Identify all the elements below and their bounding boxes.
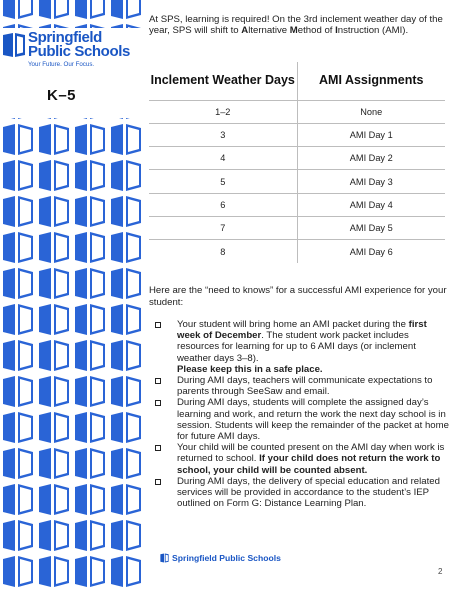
ami-assignment-cell: AMI Day 4 — [297, 193, 445, 216]
list-item: Your child will be counted present on the AMI day when work is returned to school. If your child does not return the work to school, your child will be counted absent. — [149, 442, 449, 476]
page-number: 2 — [438, 567, 443, 576]
weather-days-cell: 1–2 — [149, 100, 297, 123]
pattern-top — [0, 0, 142, 30]
checkbox-bullet-icon — [155, 378, 161, 384]
table-row — [149, 100, 445, 123]
weather-days-cell: 6 — [149, 193, 297, 216]
weather-days-cell: 8 — [149, 240, 297, 263]
ami-schedule-table — [149, 62, 445, 263]
weather-days-cell: 4 — [149, 147, 297, 170]
table-row — [149, 170, 445, 193]
footer-brand: Springfield Public Schools — [172, 553, 281, 563]
list-item: During AMI days, students will complete the assigned day’s learning and work, and return the work the next day school is in session. Students will keep the remainder of the packet at home for future AMI days. — [149, 397, 449, 442]
ami-assignment-cell: AMI Day 2 — [297, 147, 445, 170]
table-row — [149, 147, 445, 170]
ami-assignment-cell: None — [297, 100, 445, 123]
intro-paragraph: At SPS, learning is required! On the 3rd inclement weather day of the year, SPS will shift to Alternative Method of Instruction (AMI). — [149, 14, 443, 37]
ami-assignment-cell: AMI Day 5 — [297, 216, 445, 239]
brand-tagline: Your Future. Our Focus. — [28, 61, 95, 68]
list-item: During AMI days, the delivery of special education and related services will be provided in accordance to the student’s IEP outlined on Form G: Distance Learning Plan. — [149, 476, 449, 510]
checkbox-bullet-icon — [155, 322, 161, 328]
header-ami-assignments: AMI Assignments — [297, 62, 445, 100]
table-header-row — [149, 62, 445, 100]
table-row — [149, 216, 445, 239]
brand-name-line1: Springfield — [28, 29, 102, 46]
table-row — [149, 123, 445, 146]
table-row — [149, 193, 445, 216]
weather-days-cell: 5 — [149, 170, 297, 193]
sps-book-icon — [2, 32, 26, 58]
ami-assignment-cell: AMI Day 6 — [349, 246, 393, 257]
pattern-bottom — [0, 118, 142, 592]
brand-name — [28, 31, 130, 59]
grade-label: K–5 — [47, 87, 77, 104]
checkbox-bullet-icon — [155, 400, 161, 406]
checkbox-bullet-icon — [155, 479, 161, 485]
header-weather-days: Inclement Weather Days — [149, 62, 297, 100]
ami-assignment-cell: AMI Day 3 — [297, 170, 445, 193]
sps-book-icon — [160, 553, 169, 563]
sidebar — [0, 0, 142, 592]
weather-days-cell: 3 — [149, 123, 297, 146]
ami-assignment-cell: AMI Day 1 — [297, 123, 445, 146]
brand-name-line2: Public Schools — [28, 43, 130, 60]
need-to-knows-list — [149, 319, 449, 509]
checkbox-bullet-icon — [155, 445, 161, 451]
logo — [0, 28, 142, 76]
list-item-note: Please keep this in a safe place. — [177, 363, 323, 375]
table-row — [149, 240, 445, 263]
need-to-knows-intro: Here are the “need to knows” for a successful AMI experience for your student: — [149, 285, 447, 308]
grade-box — [0, 76, 142, 118]
list-item: During AMI days, teachers will communicate expectations to parents through SeeSaw and email. — [149, 375, 449, 397]
weather-days-cell: 7 — [149, 216, 297, 239]
list-item: Your student will bring home an AMI packet during the first week of December. The student work packet includes resources for learning for up to 6 AMI days (or inclement weather days 3–8). Please keep this in a safe place. — [149, 319, 449, 375]
